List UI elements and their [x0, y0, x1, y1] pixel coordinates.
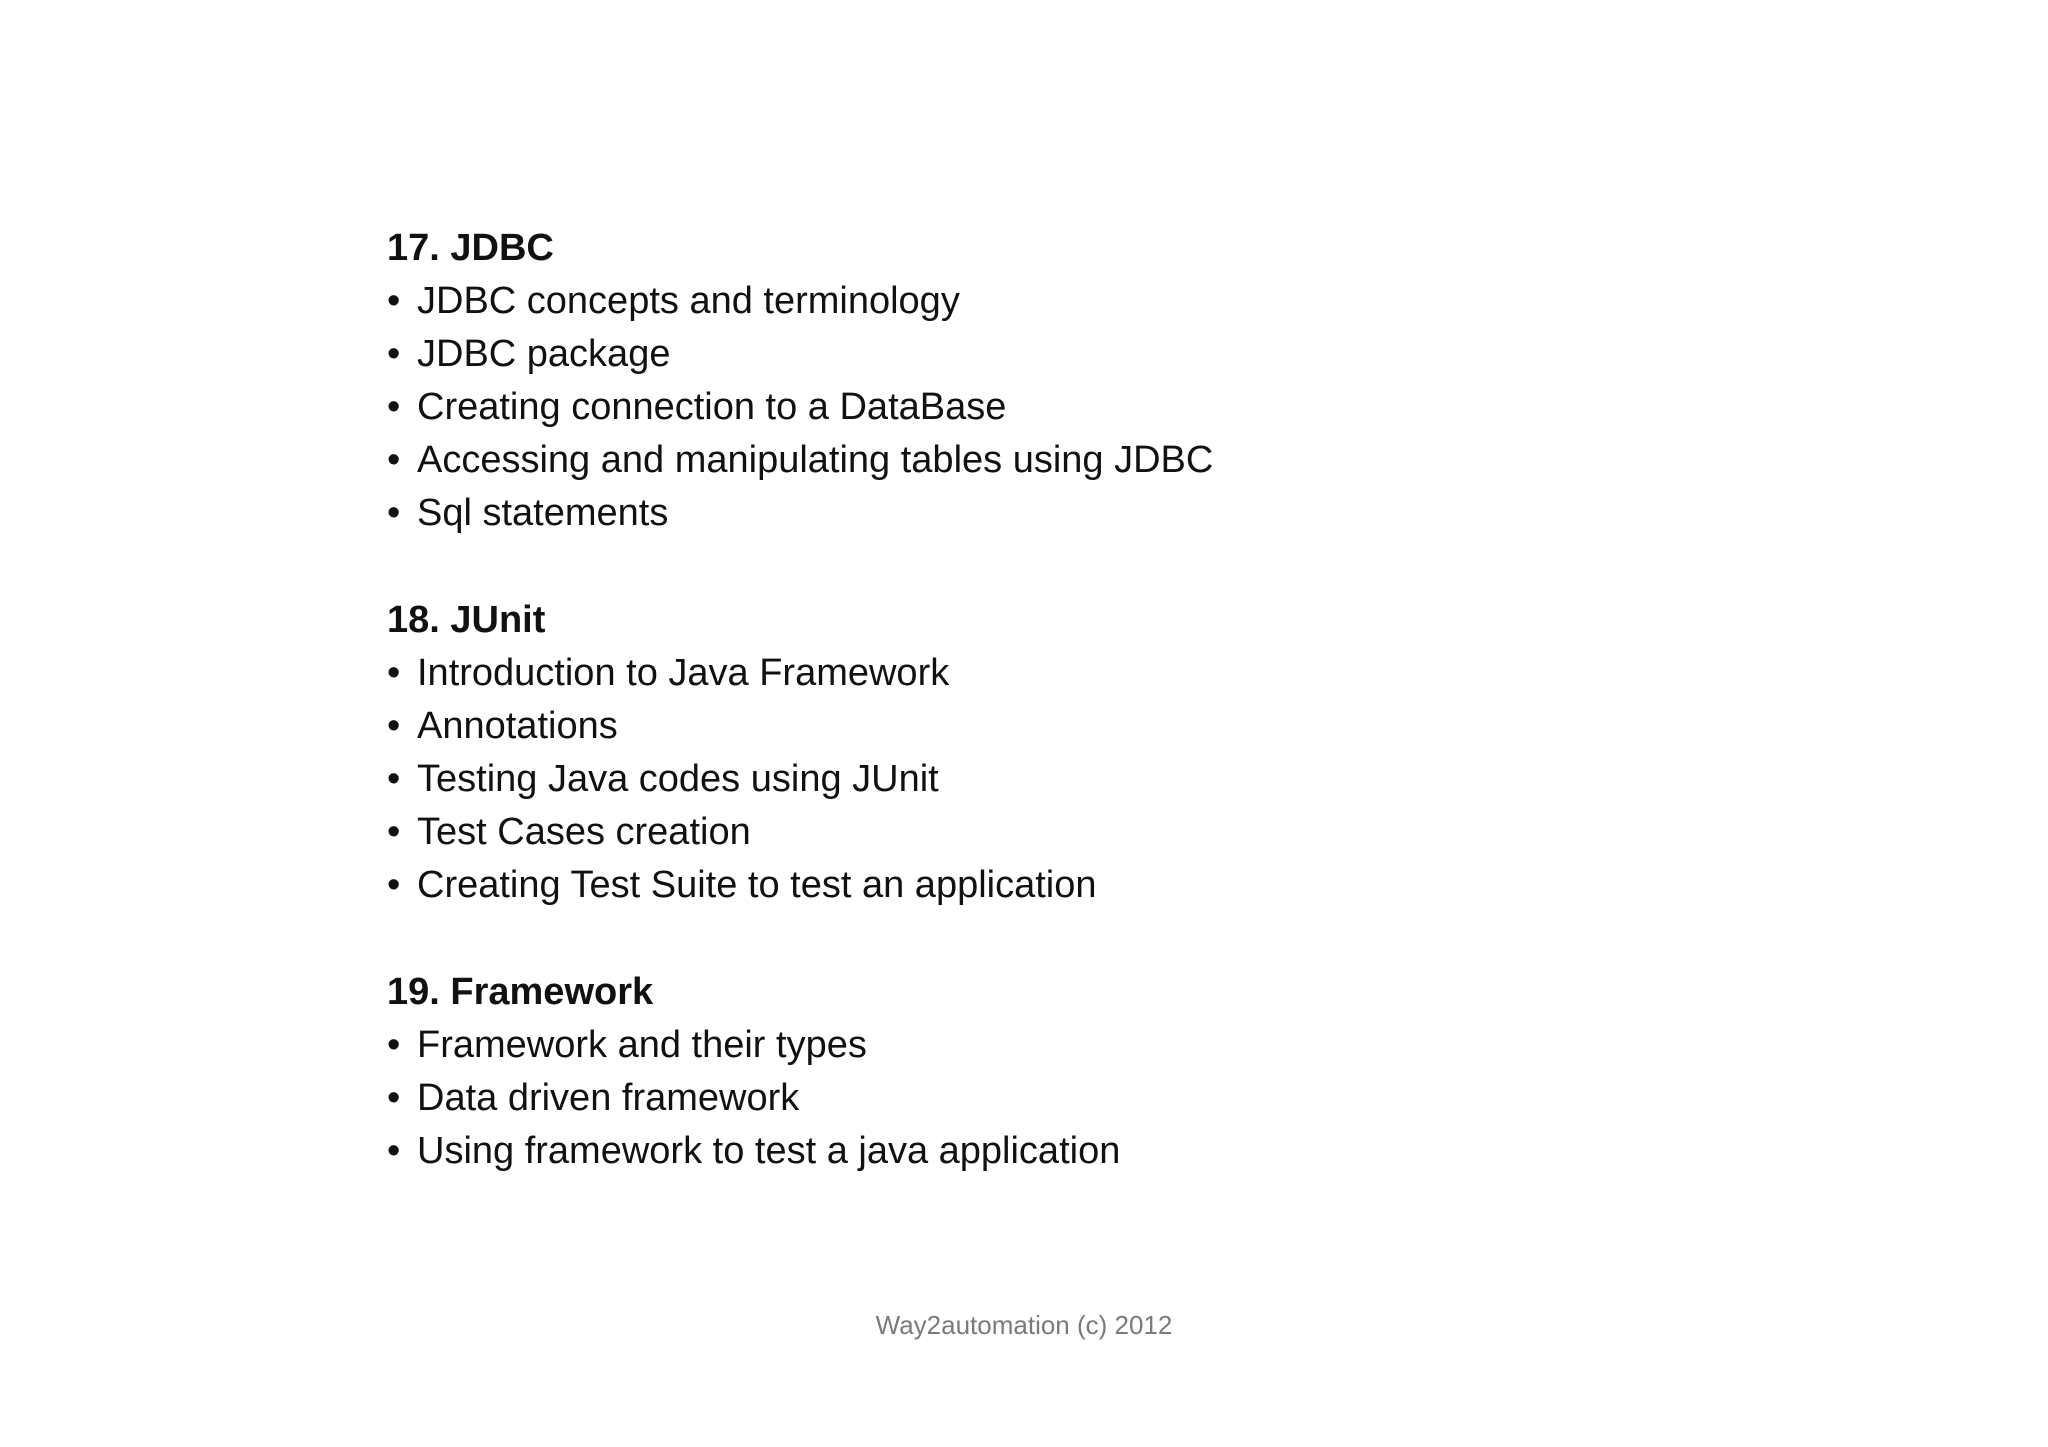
list-item-text: JDBC concepts and terminology [417, 280, 960, 322]
list-item [387, 381, 1687, 434]
bullet-icon: • [387, 1077, 401, 1119]
bullet-icon: • [387, 1024, 401, 1066]
list-item-text: Introduction to Java Framework [417, 652, 950, 694]
list-item [387, 647, 1687, 700]
list-item [387, 328, 1687, 381]
slide-content [387, 222, 1687, 1232]
bullet-icon: • [387, 652, 401, 694]
list-item [387, 753, 1687, 806]
section-heading: 17. JDBC [387, 227, 554, 269]
section-framework [387, 966, 1687, 1178]
bullet-icon: • [387, 811, 401, 853]
section-junit [387, 594, 1687, 912]
bullet-icon: • [387, 439, 401, 481]
list-item [387, 806, 1687, 859]
footer-copyright: Way2automation (c) 2012 [875, 1310, 1173, 1340]
section-heading: 18. JUnit [387, 599, 546, 641]
list-item-text: Creating Test Suite to test an application [417, 864, 1097, 906]
bullet-icon: • [387, 1130, 401, 1172]
list-item [387, 434, 1687, 487]
bullet-icon: • [387, 864, 401, 906]
list-item [387, 859, 1687, 912]
list-item [387, 1072, 1687, 1125]
list-item-text: Data driven framework [417, 1077, 800, 1119]
bullet-icon: • [387, 705, 401, 747]
section-jdbc [387, 222, 1687, 540]
list-item-text: Test Cases creation [417, 811, 751, 853]
list-item-text: Testing Java codes using JUnit [417, 758, 939, 800]
list-item-text: Annotations [417, 705, 618, 747]
list-item-text: Creating connection to a DataBase [417, 386, 1007, 428]
bullet-icon: • [387, 492, 401, 534]
list-item [387, 700, 1687, 753]
bullet-icon: • [387, 333, 401, 375]
list-item-text: Framework and their types [417, 1024, 867, 1066]
section-heading: 19. Framework [387, 971, 654, 1013]
list-item-text: Accessing and manipulating tables using JDBC [417, 439, 1214, 481]
list-item [387, 275, 1687, 328]
list-item [387, 1019, 1687, 1072]
list-item [387, 1125, 1687, 1178]
list-item [387, 487, 1687, 540]
list-item-text: JDBC package [417, 333, 671, 375]
bullet-icon: • [387, 386, 401, 428]
list-item-text: Sql statements [417, 492, 669, 534]
bullet-icon: • [387, 280, 401, 322]
list-item-text: Using framework to test a java application [417, 1130, 1121, 1172]
bullet-icon: • [387, 758, 401, 800]
